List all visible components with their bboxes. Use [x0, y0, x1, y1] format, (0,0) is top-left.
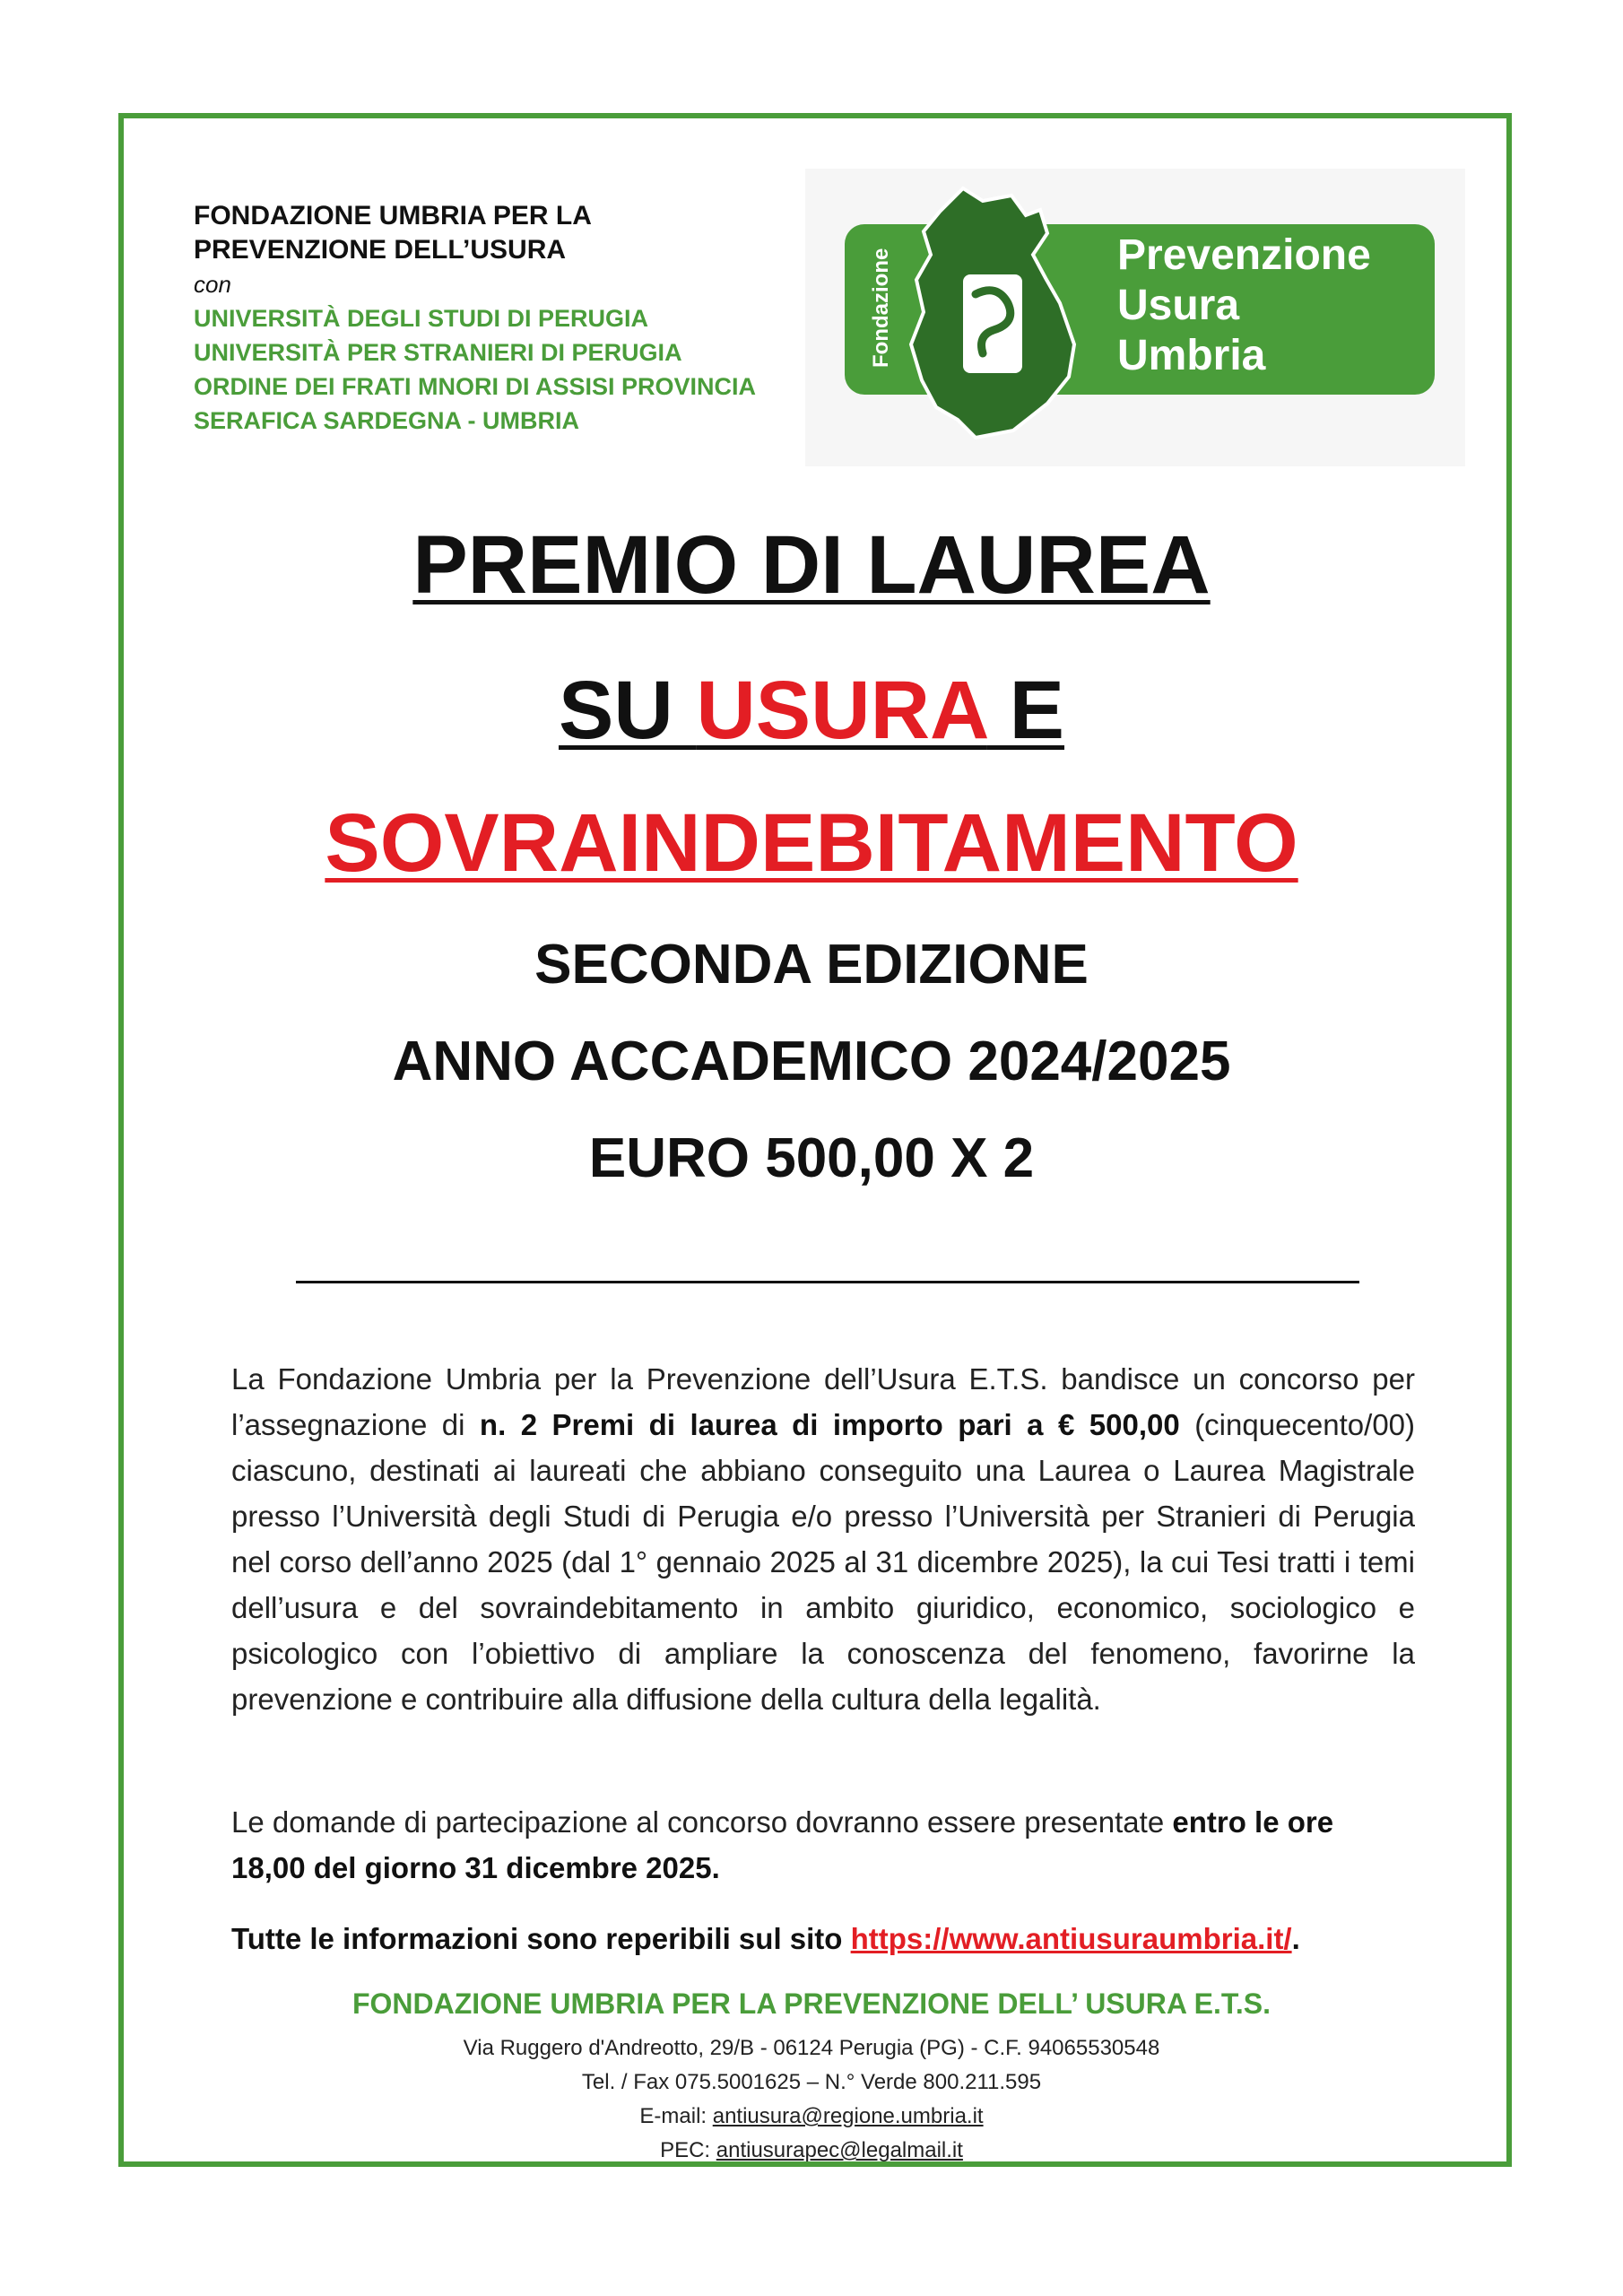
- title-line2-usura: USURA: [696, 665, 987, 756]
- title-line2: [0, 664, 1623, 758]
- title-line3: SOVRAINDEBITAMENTO: [325, 797, 1298, 889]
- description-part2: (cinquecento/00) ciascuno, destinati ai laureati che abbiano conseguito una Laurea o Laurea Magistrale presso l’Università degli Studi di Perugia e/o presso l’Università per Stranieri di Perugia nel corso dell’anno 2025 (dal 1° gennaio 2025 al 31 dicembre 2025), la cui Tesi tratti i temi dell’usura e del sovraindebitamento in ambito giuridico, economico, sociologico e psicologico con l’obiettivo di ampliare la conoscenza del fenomeno, favorirne la prevenzione e contribuire alla diffusione della cultura della legalità.: [231, 1408, 1416, 1716]
- logo-line1: Prevenzione: [1117, 231, 1371, 279]
- divider: [296, 1281, 1359, 1283]
- email-label: E-mail:: [639, 2104, 713, 2128]
- footer-pec: [0, 2138, 1623, 2163]
- description-part1: La Fondazione Umbria per la Prevenzione dell’Usura E.T.S. bandisce un concorso per l’assegnazione di: [231, 1362, 1415, 1441]
- description-paragraph: [231, 1356, 1415, 1722]
- deadline-part1: Le domande di partecipazione al concorso dovranno essere presentate: [231, 1805, 1173, 1839]
- logo-line3: Umbria: [1117, 332, 1266, 379]
- description-bold: n. 2 Premi di laurea di importo pari a € 500,00: [479, 1408, 1180, 1441]
- title-line1: PREMIO DI LAUREA: [412, 519, 1211, 611]
- info-paragraph: [231, 1916, 1415, 1961]
- prize-amount: EURO 500,00 X 2: [588, 1127, 1035, 1189]
- deadline-bold: entro le ore 18,00 del giorno 31 dicembre 2025.: [231, 1805, 1334, 1884]
- org-name-line2: PREVENZIONE DELL’USURA: [194, 235, 567, 265]
- pec-link[interactable]: antiusurapec@legalmail.it: [716, 2138, 963, 2162]
- footer-phone: Tel. / Fax 075.5001625 – N.° Verde 800.211.595: [581, 2070, 1042, 2094]
- partner-line: UNIVERSITÀ PER STRANIERI DI PERUGIA: [194, 339, 682, 366]
- con-label: con: [194, 271, 231, 298]
- org-name-line1: FONDAZIONE UMBRIA PER LA: [194, 201, 592, 230]
- header-organizations: [194, 199, 821, 438]
- partner-line: ORDINE DEI FRATI MNORI DI ASSISI PROVINCIA: [194, 373, 757, 400]
- website-link[interactable]: https://www.antiusuraumbria.it/: [850, 1922, 1292, 1955]
- deadline-paragraph: [231, 1799, 1415, 1891]
- email-link[interactable]: antiusura@regione.umbria.it: [712, 2104, 984, 2128]
- info-period: .: [1291, 1922, 1300, 1955]
- partner-line: UNIVERSITÀ DEGLI STUDI DI PERUGIA: [194, 305, 649, 332]
- info-part1: Tutte le informazioni sono reperibili sul sito: [231, 1922, 851, 1955]
- footer-email: [0, 2104, 1623, 2129]
- title-line2-part1: SU: [558, 665, 697, 756]
- academic-year: ANNO ACCADEMICO 2024/2025: [392, 1031, 1231, 1092]
- title-line2-part3: E: [986, 665, 1065, 756]
- footer-organization: FONDAZIONE UMBRIA PER LA PREVENZIONE DELL’ USURA E.T.S.: [352, 1987, 1271, 2020]
- foundation-logo: [805, 169, 1465, 466]
- partner-line: SERAFICA SARDEGNA - UMBRIA: [194, 407, 579, 434]
- logo-line2: Usura: [1117, 282, 1240, 329]
- edition-label: SECONDA EDIZIONE: [534, 934, 1089, 996]
- footer-address: Via Ruggero d'Andreotto, 29/B - 06124 Perugia (PG) - C.F. 94065530548: [463, 2036, 1160, 2060]
- logo-side-text: Fondazione: [869, 248, 893, 368]
- logo-graphic: [805, 169, 1465, 466]
- pec-label: PEC:: [660, 2138, 716, 2162]
